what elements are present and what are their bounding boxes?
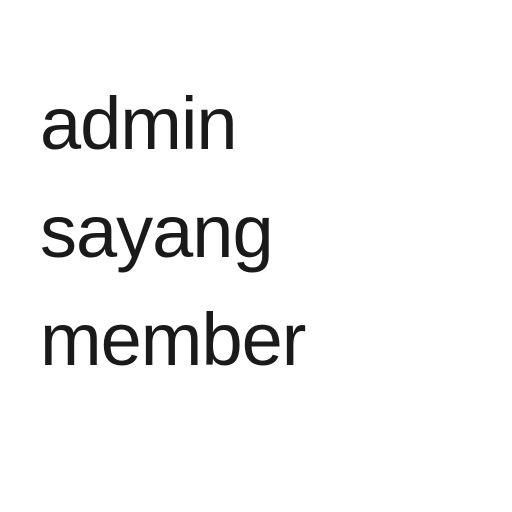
word-line-sayang: sayang	[40, 190, 273, 273]
word-line-member: member	[40, 298, 306, 381]
word-list	[40, 70, 305, 394]
word-line-admin: admin	[40, 82, 237, 165]
